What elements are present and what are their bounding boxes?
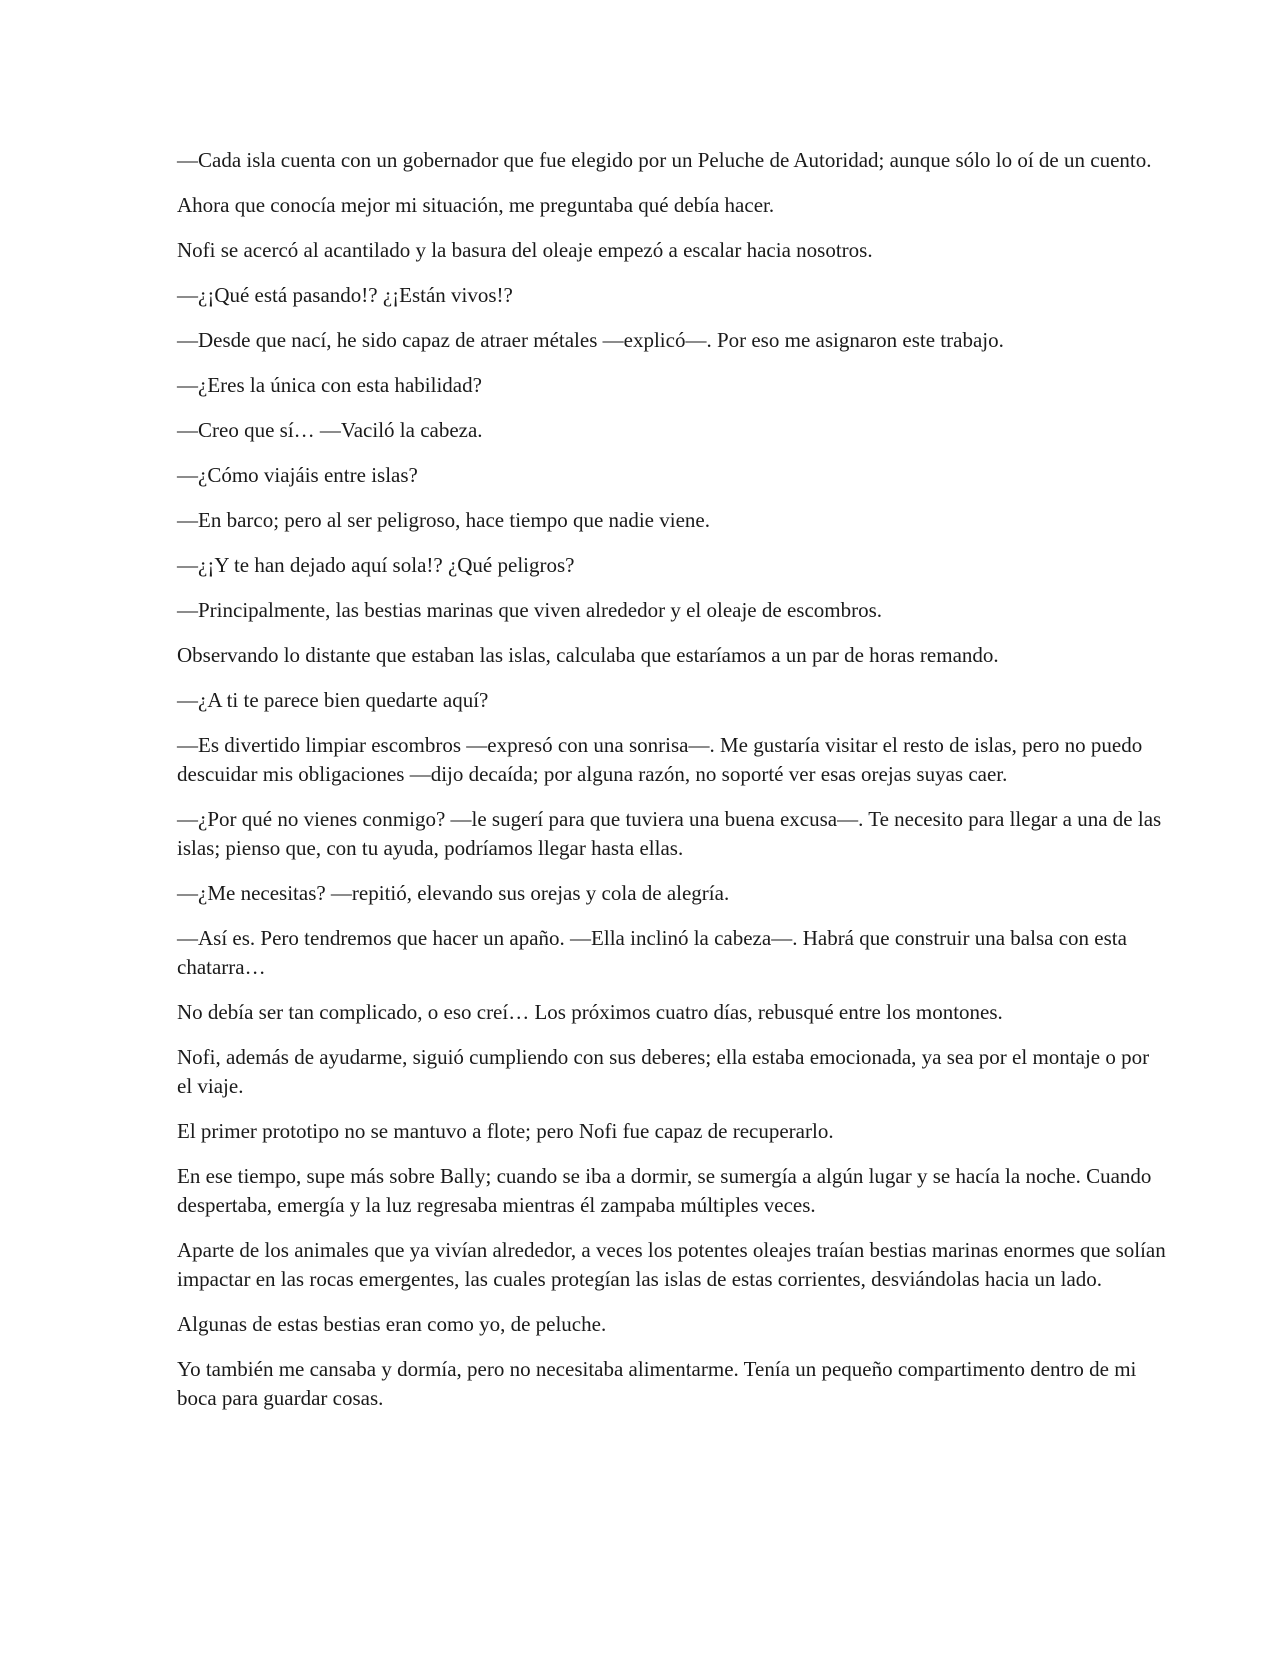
document-page: [177, 146, 1167, 1429]
paragraph: Observando lo distante que estaban las islas, calculaba que estaríamos a un par de horas remando.: [177, 643, 999, 667]
paragraph: —Creo que sí… —Vaciló la cabeza.: [177, 418, 483, 442]
paragraph: —¿Por qué no vienes conmigo? —le sugerí para que tuviera una buena excusa—. Te necesito para llegar a una de las islas; pienso que, con tu ayuda, podríamos llegar hasta ellas.: [177, 807, 1162, 860]
paragraph: En ese tiempo, supe más sobre Bally; cuando se iba a dormir, se sumergía a algún lugar y se hacía la noche. Cuando despertaba, emergía y la luz regresaba mientras él zampaba múltiples veces.: [177, 1164, 1152, 1217]
paragraph: —Así es. Pero tendremos que hacer un apaño. —Ella inclinó la cabeza—. Habrá que construir una balsa con esta chatarra…: [177, 926, 1127, 979]
paragraph: —¿A ti te parece bien quedarte aquí?: [177, 688, 489, 712]
paragraph: —Desde que nací, he sido capaz de atraer métales —explicó—. Por eso me asignaron este trabajo.: [177, 328, 1004, 352]
paragraph: No debía ser tan complicado, o eso creí… Los próximos cuatro días, rebusqué entre los montones.: [177, 1000, 1003, 1024]
paragraph: —Cada isla cuenta con un gobernador que fue elegido por un Peluche de Autoridad; aunque sólo lo oí de un cuento.: [177, 148, 1152, 172]
paragraph: Aparte de los animales que ya vivían alrededor, a veces los potentes oleajes traían bestias marinas enormes que solían impactar en las rocas emergentes, las cuales protegían las islas de estas corrientes, desviándolas hacia un lado.: [177, 1238, 1166, 1291]
paragraph: —¿¡Y te han dejado aquí sola!? ¿Qué peligros?: [177, 553, 575, 577]
paragraph: —¿Eres la única con esta habilidad?: [177, 373, 482, 397]
paragraph: —¿¡Qué está pasando!? ¿¡Están vivos!?: [177, 283, 513, 307]
paragraph: Yo también me cansaba y dormía, pero no necesitaba alimentarme. Tenía un pequeño compartimento dentro de mi boca para guardar cosas.: [177, 1357, 1137, 1410]
paragraph: —Principalmente, las bestias marinas que viven alrededor y el oleaje de escombros.: [177, 598, 883, 622]
paragraph: —En barco; pero al ser peligroso, hace tiempo que nadie viene.: [177, 508, 710, 532]
paragraph: Ahora que conocía mejor mi situación, me preguntaba qué debía hacer.: [177, 193, 775, 217]
paragraph: —Es divertido limpiar escombros —expresó con una sonrisa—. Me gustaría visitar el resto de islas, pero no puedo descuidar mis obligaciones —dijo decaída; por alguna razón, no soporté ver esas orejas suyas caer.: [177, 733, 1143, 786]
paragraph: —¿Me necesitas? —repitió, elevando sus orejas y cola de alegría.: [177, 881, 730, 905]
paragraph: Algunas de estas bestias eran como yo, de peluche.: [177, 1312, 607, 1336]
paragraph: —¿Cómo viajáis entre islas?: [177, 463, 418, 487]
paragraph: El primer prototipo no se mantuvo a flote; pero Nofi fue capaz de recuperarlo.: [177, 1119, 834, 1143]
paragraph: Nofi se acercó al acantilado y la basura del oleaje empezó a escalar hacia nosotros.: [177, 238, 873, 262]
paragraph: Nofi, además de ayudarme, siguió cumpliendo con sus deberes; ella estaba emocionada, ya sea por el montaje o por el viaje.: [177, 1045, 1150, 1098]
